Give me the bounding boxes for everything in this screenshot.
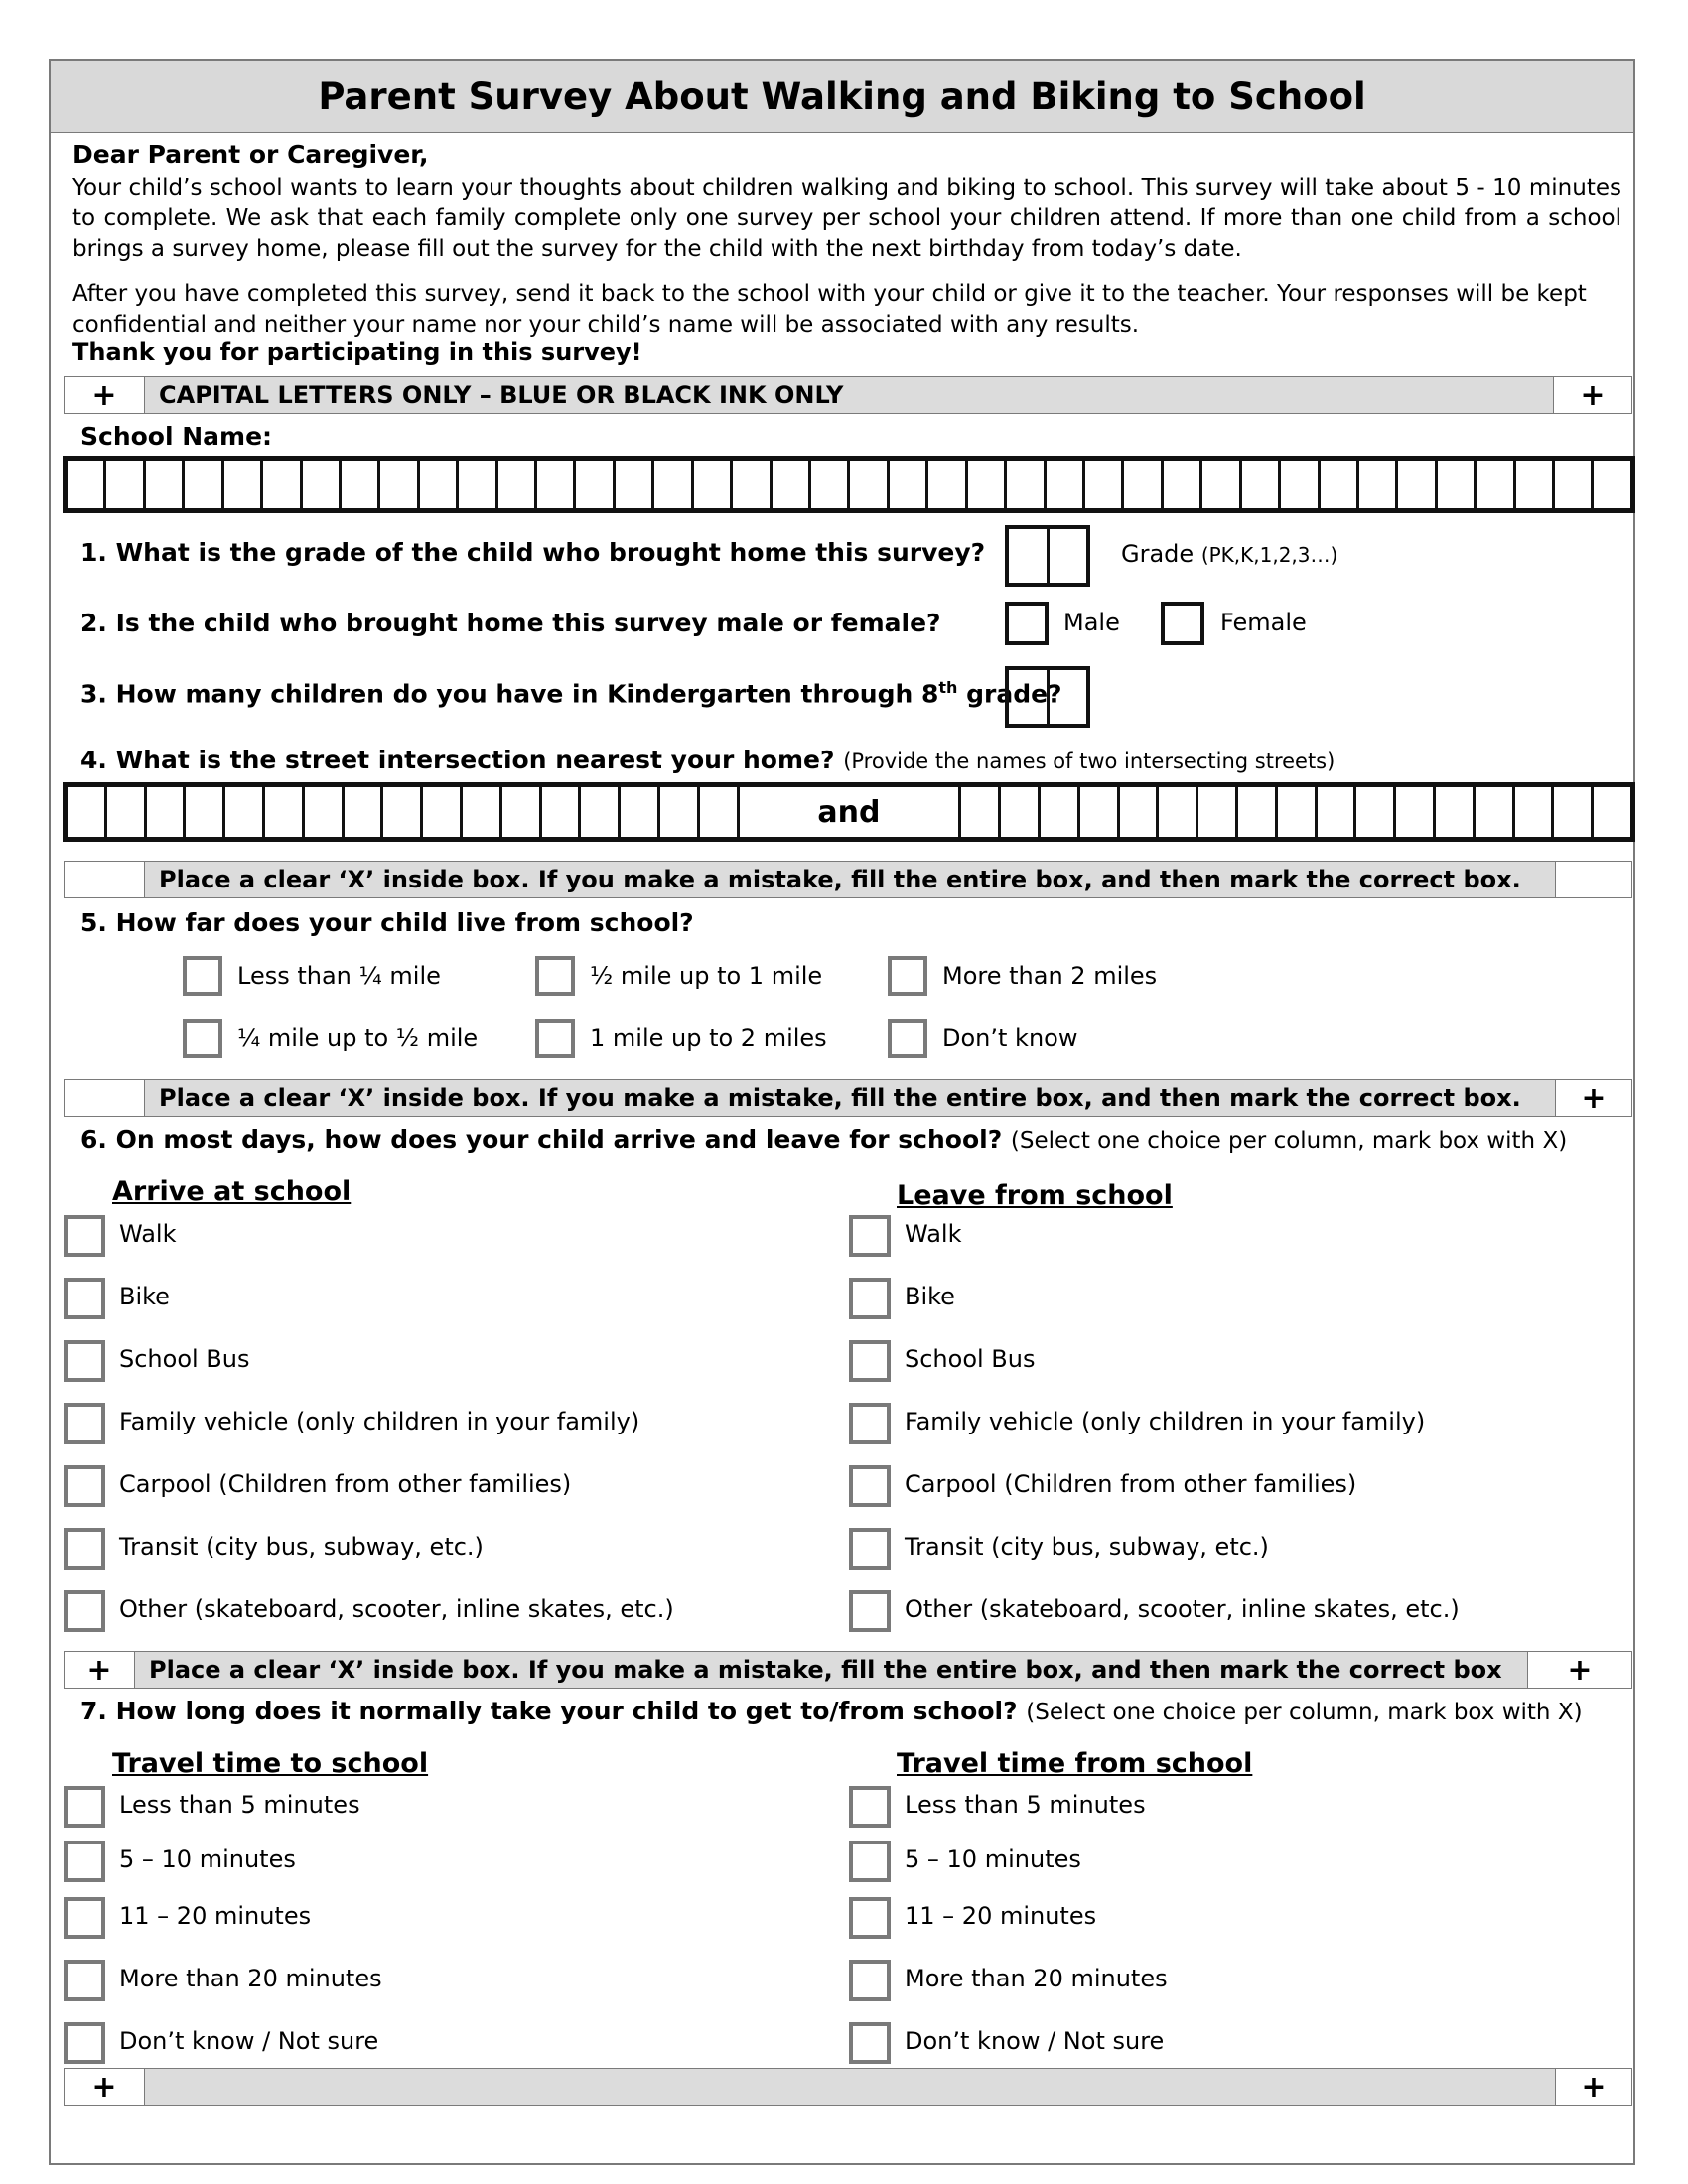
left-option-checkbox[interactable] bbox=[64, 1786, 105, 1828]
right-option-checkbox[interactable] bbox=[849, 1465, 891, 1507]
option-label: Less than ¼ mile bbox=[237, 962, 441, 990]
instruction-bar-mark-x bbox=[64, 1651, 1632, 1689]
instruction-bar-mark-x bbox=[64, 1079, 1632, 1117]
bottom-bar-fill bbox=[144, 2069, 1556, 2105]
page-title: Parent Survey About Walking and Biking to School bbox=[51, 61, 1633, 133]
question-6-text: 6. On most days, how does your child arrive and leave for school? bbox=[80, 1125, 1003, 1154]
left-option-checkbox[interactable] bbox=[64, 1528, 105, 1570]
option-label: 5 – 10 minutes bbox=[119, 1845, 296, 1873]
grade-input[interactable] bbox=[1005, 525, 1090, 587]
right-option-checkbox[interactable] bbox=[849, 1897, 891, 1939]
option-label: More than 20 minutes bbox=[905, 1965, 1168, 1992]
registration-mark: + bbox=[91, 2069, 117, 2105]
option-label: Other (skateboard, scooter, inline skates, etc.) bbox=[905, 1595, 1460, 1623]
instruction-bar-mark-x bbox=[64, 861, 1632, 898]
option-label: Less than 5 minutes bbox=[905, 1791, 1146, 1819]
intro-paragraph-2: After you have completed this survey, send it back to the school with your child or give it to the teacher. Your responses will be kept confidential and neither your name nor your child’s name will be associated with any results. bbox=[72, 281, 1587, 338]
right-option-checkbox[interactable] bbox=[849, 1403, 891, 1444]
distance-quarter-to-half-checkbox[interactable] bbox=[183, 1019, 222, 1058]
option-label: Don’t know / Not sure bbox=[119, 2027, 379, 2055]
option-label: Transit (city bus, subway, etc.) bbox=[905, 1533, 1269, 1561]
distance-half-to-one-checkbox[interactable] bbox=[535, 956, 575, 996]
distance-one-to-two-checkbox[interactable] bbox=[535, 1019, 575, 1058]
survey-page bbox=[49, 59, 1635, 2165]
left-option-checkbox[interactable] bbox=[64, 1278, 105, 1319]
grade-label-text: Grade bbox=[1121, 540, 1195, 568]
registration-mark: + bbox=[86, 1652, 112, 1688]
question-2-label: 2. Is the child who brought home this survey male or female? bbox=[80, 609, 941, 637]
question-3-text: 3. How many children do you have in Kindergarten through 8 bbox=[80, 679, 939, 709]
school-name-input[interactable] bbox=[63, 456, 1635, 513]
question-4-note: (Provide the names of two intersecting streets) bbox=[843, 750, 1336, 773]
option-label: Bike bbox=[119, 1283, 170, 1310]
option-label: Less than 5 minutes bbox=[119, 1791, 360, 1819]
left-option-checkbox[interactable] bbox=[64, 1841, 105, 1882]
female-checkbox[interactable] bbox=[1161, 602, 1204, 645]
option-label: Don’t know bbox=[942, 1024, 1078, 1052]
option-label: Carpool (Children from other families) bbox=[905, 1470, 1357, 1498]
option-label: Family vehicle (only children in your family) bbox=[119, 1408, 640, 1435]
option-label: ¼ mile up to ½ mile bbox=[237, 1024, 479, 1052]
option-label: School Bus bbox=[119, 1345, 250, 1373]
left-option-checkbox[interactable] bbox=[64, 1465, 105, 1507]
instruction-text: CAPITAL LETTERS ONLY – BLUE OR BLACK INK ONLY bbox=[144, 377, 1554, 413]
intro-paragraph-1: Your child’s school wants to learn your thoughts about children walking and biking to school. This survey will take about 5 - 10 minutes to complete. We ask that each family complete only one survey per school your children attend. If more than one child from a school brings a survey home, please fill out the survey for the child with the next birthday from today’s date. bbox=[72, 175, 1621, 262]
question-1-label: 1. What is the grade of the child who brought home this survey? bbox=[80, 538, 986, 567]
question-7-text: 7. How long does it normally take your child to get to/from school? bbox=[80, 1697, 1018, 1725]
left-option-checkbox[interactable] bbox=[64, 1590, 105, 1632]
question-4-label bbox=[80, 746, 1335, 774]
left-option-checkbox[interactable] bbox=[64, 1340, 105, 1382]
question-3-sup: th bbox=[938, 678, 958, 697]
distance-less-quarter-checkbox[interactable] bbox=[183, 956, 222, 996]
registration-mark: + bbox=[1580, 377, 1606, 413]
question-4-text: 4. What is the street intersection nearest your home? bbox=[80, 746, 835, 774]
left-option-checkbox[interactable] bbox=[64, 1897, 105, 1939]
male-label: Male bbox=[1063, 609, 1120, 636]
right-option-checkbox[interactable] bbox=[849, 1841, 891, 1882]
option-label: 1 mile up to 2 miles bbox=[590, 1024, 827, 1052]
greeting: Dear Parent or Caregiver, bbox=[72, 140, 429, 169]
option-label: Don’t know / Not sure bbox=[905, 2027, 1165, 2055]
thank-you-note: Thank you for participating in this survey! bbox=[72, 339, 642, 366]
left-option-checkbox[interactable] bbox=[64, 1403, 105, 1444]
right-option-checkbox[interactable] bbox=[849, 2022, 891, 2064]
option-label: ½ mile up to 1 mile bbox=[590, 962, 823, 990]
right-option-checkbox[interactable] bbox=[849, 1960, 891, 2001]
male-checkbox[interactable] bbox=[1005, 602, 1049, 645]
registration-mark: + bbox=[1581, 2069, 1607, 2105]
option-label: Walk bbox=[119, 1220, 177, 1248]
female-label: Female bbox=[1220, 609, 1307, 636]
right-option-checkbox[interactable] bbox=[849, 1786, 891, 1828]
travel-to-column-header: Travel time to school bbox=[112, 1748, 429, 1779]
right-option-checkbox[interactable] bbox=[849, 1215, 891, 1257]
option-label: 11 – 20 minutes bbox=[905, 1902, 1097, 1930]
arrive-column-header: Arrive at school bbox=[112, 1176, 352, 1207]
right-option-checkbox[interactable] bbox=[849, 1278, 891, 1319]
right-option-checkbox[interactable] bbox=[849, 1590, 891, 1632]
instruction-text: Place a clear ‘X’ inside box. If you make a mistake, fill the entire box, and then mark the correct box. bbox=[144, 862, 1556, 897]
left-option-checkbox[interactable] bbox=[64, 1215, 105, 1257]
grade-hint: (PK,K,1,2,3…) bbox=[1200, 543, 1338, 567]
option-label: Carpool (Children from other families) bbox=[119, 1470, 572, 1498]
right-option-checkbox[interactable] bbox=[849, 1528, 891, 1570]
question-6-label bbox=[80, 1125, 1567, 1154]
question-7-note: (Select one choice per column, mark box with X) bbox=[1026, 1700, 1583, 1725]
distance-dont-know-checkbox[interactable] bbox=[888, 1019, 927, 1058]
travel-from-column-header: Travel time from school bbox=[897, 1748, 1253, 1779]
right-option-checkbox[interactable] bbox=[849, 1340, 891, 1382]
bottom-bar bbox=[64, 2068, 1632, 2106]
instruction-text: Place a clear ‘X’ inside box. If you make a mistake, fill the entire box, and then mark the correct box. bbox=[144, 1080, 1556, 1116]
question-3-label bbox=[80, 678, 1062, 708]
left-option-checkbox[interactable] bbox=[64, 1960, 105, 2001]
option-label: Other (skateboard, scooter, inline skates, etc.) bbox=[119, 1595, 674, 1623]
school-name-label: School Name: bbox=[80, 422, 273, 451]
and-separator: and bbox=[740, 787, 962, 837]
registration-mark: + bbox=[91, 377, 117, 413]
leave-column-header: Leave from school bbox=[897, 1180, 1173, 1211]
instruction-text: Place a clear ‘X’ inside box. If you make a mistake, fill the entire box, and then mark the correct box bbox=[134, 1652, 1528, 1688]
grade-label bbox=[1121, 540, 1337, 568]
option-label: More than 2 miles bbox=[942, 962, 1158, 990]
instruction-bar-capital bbox=[64, 376, 1632, 414]
question-3-text-end: grade? bbox=[957, 679, 1062, 709]
question-5-label: 5. How far does your child live from school? bbox=[80, 908, 694, 937]
children-count-input[interactable] bbox=[1005, 666, 1090, 728]
registration-mark: + bbox=[1567, 1652, 1593, 1688]
registration-mark: + bbox=[1581, 1080, 1607, 1116]
left-option-checkbox[interactable] bbox=[64, 2022, 105, 2064]
option-label: Walk bbox=[905, 1220, 962, 1248]
intersection-input[interactable] bbox=[63, 782, 1635, 842]
option-label: Transit (city bus, subway, etc.) bbox=[119, 1533, 484, 1561]
option-label: More than 20 minutes bbox=[119, 1965, 382, 1992]
option-label: 5 – 10 minutes bbox=[905, 1845, 1081, 1873]
question-6-note: (Select one choice per column, mark box with X) bbox=[1010, 1128, 1568, 1154]
option-label: School Bus bbox=[905, 1345, 1036, 1373]
option-label: Bike bbox=[905, 1283, 955, 1310]
option-label: Family vehicle (only children in your family) bbox=[905, 1408, 1426, 1435]
question-7-label bbox=[80, 1697, 1583, 1725]
distance-more-two-checkbox[interactable] bbox=[888, 956, 927, 996]
option-label: 11 – 20 minutes bbox=[119, 1902, 312, 1930]
